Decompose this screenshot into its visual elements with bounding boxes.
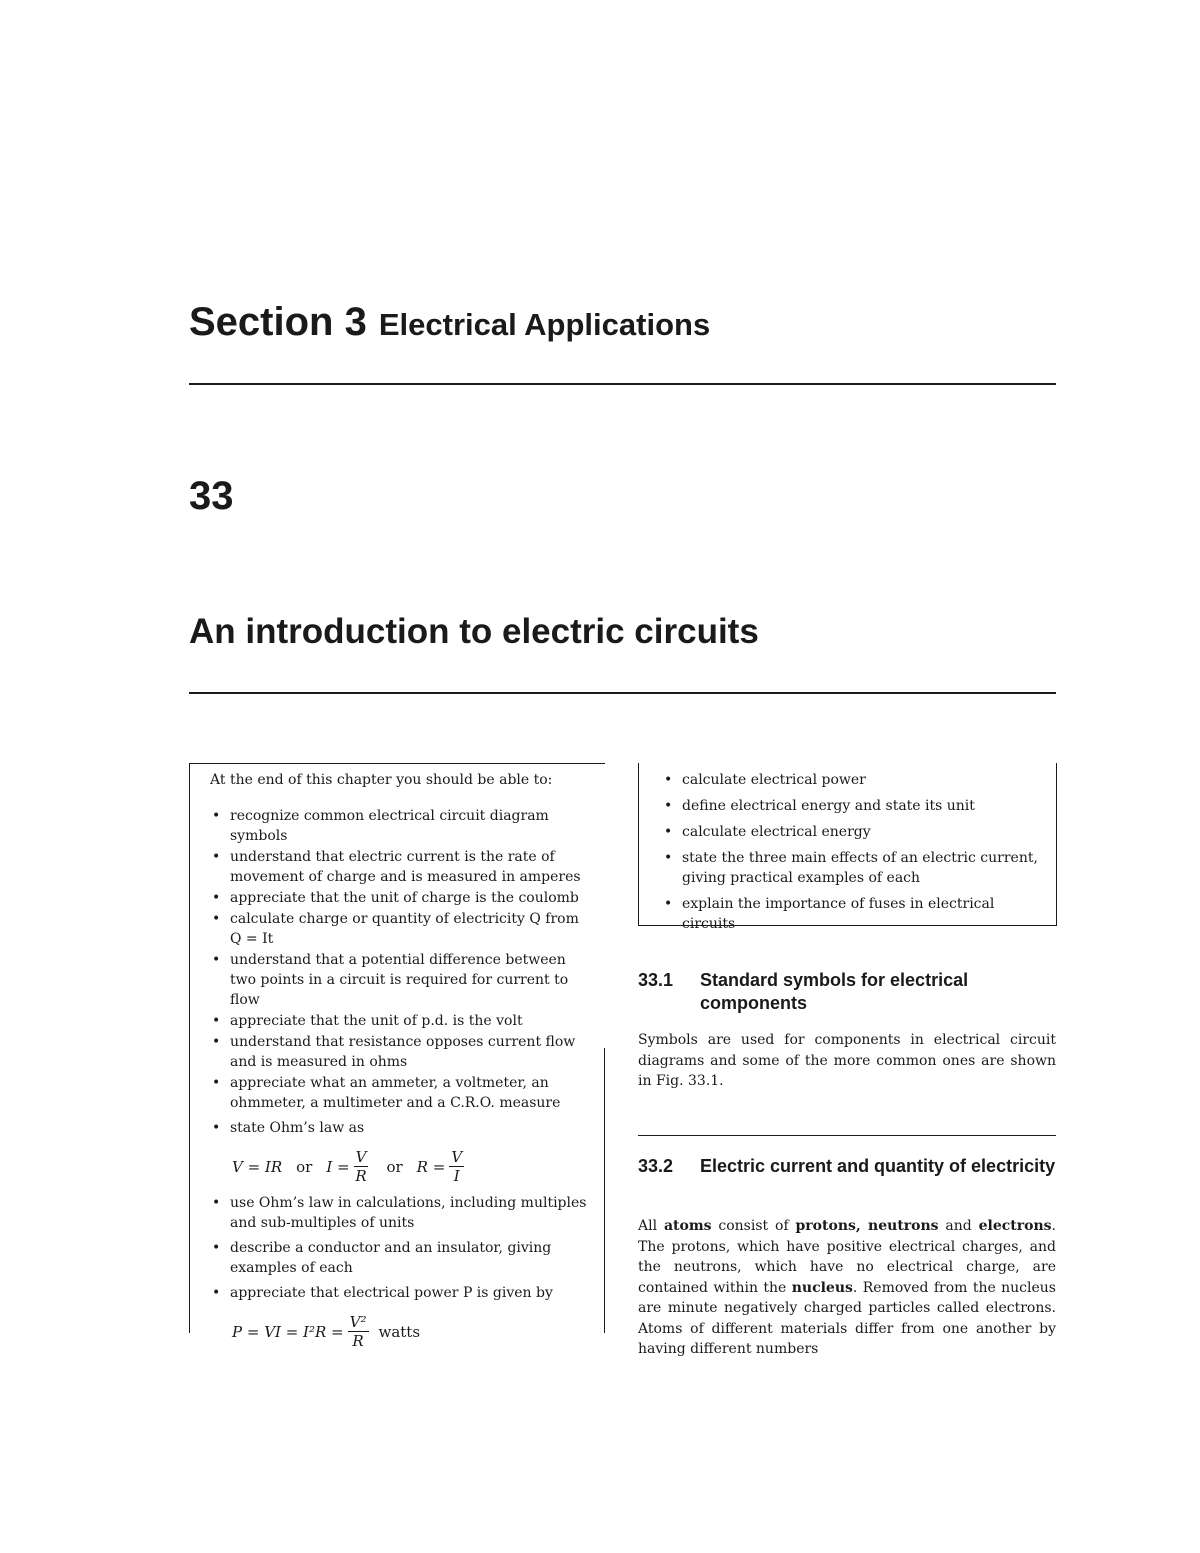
objectives-box-left — [189, 763, 190, 1333]
formula-i-lhs: I = — [326, 1157, 350, 1176]
section-rule — [189, 383, 1056, 385]
objective-item: • understand that electric current is the rate of movement of charge and is measured in amperes — [210, 847, 588, 887]
section-label: Section 3 — [189, 300, 367, 344]
term-electrons: electrons — [978, 1218, 1052, 1234]
objectives-left — [210, 770, 588, 1358]
section-33-2-text — [638, 1216, 1056, 1360]
objective-item: • appreciate what an ammeter, a voltmeter, an ohmmeter, a multimeter and a C.R.O. measure — [210, 1073, 588, 1113]
objective-item: • understand that a potential difference between two points in a circuit is required for current to flow — [210, 950, 588, 1010]
section-33-1-text: Symbols are used for components in electrical circuit diagrams and some of the more common ones are shown in Fig. 33.1. — [638, 1032, 1056, 1089]
formula-r-fraction — [449, 1148, 464, 1185]
formula-or-2: or — [386, 1157, 403, 1176]
objectives-intro: At the end of this chapter you should be able to: — [210, 772, 553, 788]
objective-item: • understand that resistance opposes current flow and is measured in ohms — [210, 1032, 588, 1072]
objectives-box-mid-right — [604, 1048, 605, 1333]
objectives-box-right-left — [638, 763, 639, 925]
text-fragment: . Removed from the nucleus are minute negatively charged particles called electrons. Atoms of different materials differ from one another by having different numbers — [638, 1279, 1056, 1357]
objectives-right — [662, 770, 1044, 940]
fraction-denominator: I — [453, 1167, 460, 1185]
fraction-numerator: V² — [349, 1313, 367, 1331]
chapter-rule — [189, 692, 1056, 694]
objective-item: • appreciate that electrical power P is given by — [210, 1283, 588, 1303]
objective-item: • appreciate that the unit of charge is the coulomb — [210, 888, 588, 908]
objective-item: • calculate charge or quantity of electricity Q from Q = It — [210, 909, 588, 949]
objectives-list-left — [210, 806, 588, 1138]
ohms-law-formula — [232, 1148, 588, 1185]
term-nucleus: nucleus — [791, 1279, 853, 1296]
power-formula-lhs: P = VI = I²R = — [232, 1322, 344, 1341]
section-divider — [638, 1135, 1056, 1136]
power-formula — [232, 1313, 588, 1350]
chapter-number: 33 — [189, 474, 234, 518]
formula-i-fraction — [354, 1148, 369, 1185]
objective-item: • recognize common electrical circuit diagram symbols — [210, 806, 588, 846]
term-protons-neutrons: protons, neutrons — [795, 1218, 939, 1234]
section-number: 33.1 — [638, 970, 674, 990]
objective-item: • calculate electrical energy — [662, 822, 1044, 842]
fraction-denominator: R — [352, 1332, 364, 1350]
fraction-numerator: V — [355, 1148, 367, 1166]
objectives-box-top — [189, 763, 605, 764]
objective-item: • define electrical energy and state its unit — [662, 796, 1044, 816]
text-fragment: All — [638, 1218, 664, 1234]
text-fragment: and — [938, 1218, 979, 1234]
section-heading — [189, 300, 710, 345]
section-33-1-heading — [638, 969, 1056, 1015]
section-title: Electric current and quantity of electricity — [700, 1156, 1056, 1176]
objective-item: • use Ohm’s law in calculations, including multiples and sub-multiples of units — [210, 1193, 588, 1233]
fraction-denominator: R — [355, 1167, 367, 1185]
section-33-2-heading — [638, 1155, 1056, 1178]
objective-item: • appreciate that the unit of p.d. is the volt — [210, 1011, 588, 1031]
formula-or-1: or — [296, 1157, 313, 1176]
objective-item: • calculate electrical power — [662, 770, 1044, 790]
fraction-numerator: V — [451, 1148, 463, 1166]
text-fragment: . The protons, which have positive electrical charges, and the neutrons, which have no electrical charge, are contained within the — [638, 1218, 1056, 1296]
objective-item: • state Ohm’s law as — [210, 1118, 588, 1138]
power-fraction — [348, 1313, 369, 1350]
section-number: 33.2 — [638, 1156, 674, 1176]
objectives-list-left-2 — [210, 1193, 588, 1303]
formula-r-lhs: R = — [416, 1157, 446, 1176]
chapter-title: An introduction to electric circuits — [189, 612, 759, 651]
text-fragment: consist of — [711, 1218, 796, 1234]
objective-item: • describe a conductor and an insulator, giving examples of each — [210, 1238, 588, 1278]
objectives-box-right-right — [1056, 763, 1057, 925]
section-title: Electrical Applications — [378, 307, 711, 342]
objectives-list-right — [662, 770, 1044, 934]
power-formula-unit: watts — [378, 1322, 421, 1341]
objective-item: • explain the importance of fuses in electrical circuits — [662, 894, 1044, 934]
term-atoms: atoms — [663, 1218, 712, 1234]
formula-v-eq: V = IR — [232, 1157, 283, 1176]
objective-item: • state the three main effects of an electric current, giving practical examples of each — [662, 848, 1044, 888]
section-title: Standard symbols for electrical components — [700, 970, 969, 1013]
